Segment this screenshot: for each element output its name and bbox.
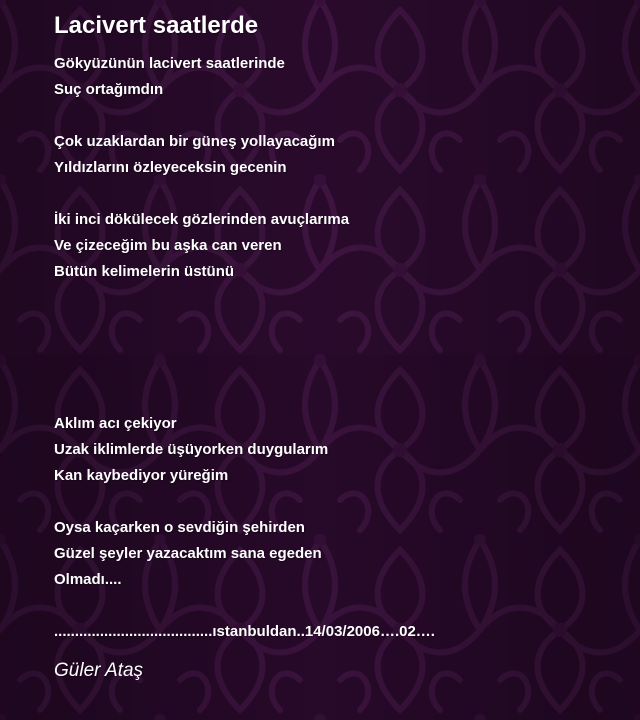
poem-line: Çok uzaklardan bir güneş yollayacağım [54,133,335,150]
poem-signature-line: ......................................ıstanbuldan..14/03/2006….02…. [54,623,435,640]
poem-line: Güzel şeyler yazacaktım sana egeden [54,545,322,562]
poem-line: Suç ortağımdın [54,81,164,98]
poem-line: Gökyüzünün lacivert saatlerinde [54,55,285,72]
poem-line: Kan kaybediyor yüreğim [54,467,229,484]
poem-line: Oysa kaçarken o sevdiğin şehirden [54,519,305,536]
poem-line: Aklım acı çekiyor [54,415,177,432]
poem-line: Bütün kelimelerin üstünü [54,263,235,280]
poem-author: Güler Ataş [54,660,144,681]
poem-line: Ve çizeceğim bu aşka can veren [54,237,282,254]
poem-line: Yıldızlarını özleyeceksin gecenin [54,159,287,176]
poem-line: Uzak iklimlerde üşüyorken duygularım [54,441,329,458]
poem-line: Olmadı.... [54,571,122,588]
poem-line: İki inci dökülecek gözlerinden avuçlarıma [54,211,350,228]
poem-title: Lacivert saatlerde [54,12,259,39]
